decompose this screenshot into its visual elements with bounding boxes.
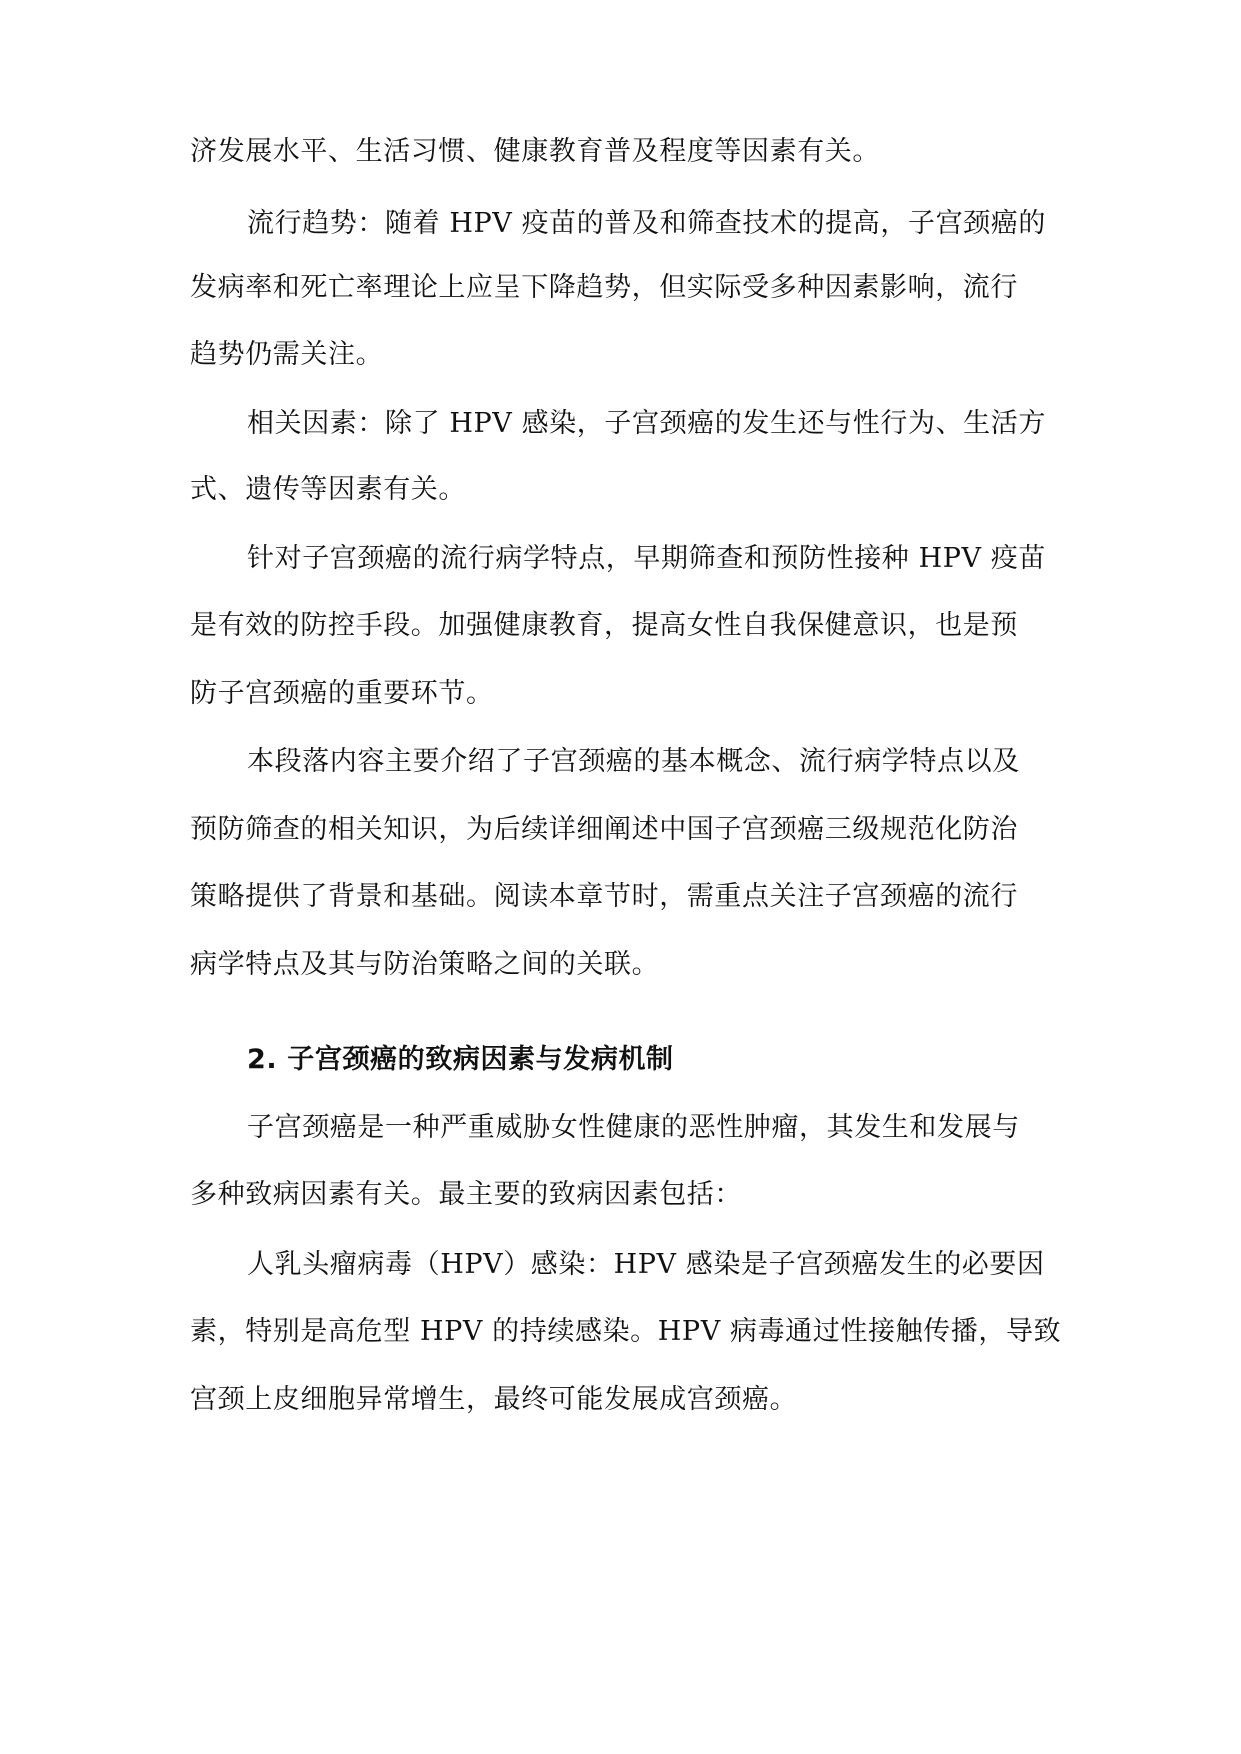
paragraph-line: 济发展水平、生活习惯、健康教育普及程度等因素有关。 bbox=[190, 136, 880, 167]
paragraph-line: 防子宫颈癌的重要环节。 bbox=[190, 678, 494, 709]
paragraph-line: 趋势仍需关注。 bbox=[190, 339, 384, 370]
paragraph-line: 是有效的防控手段。加强健康教育，提高女性自我保健意识，也是预 bbox=[190, 610, 1018, 641]
paragraph-line: 素，特别是高危型 HPV 的持续感染。HPV 病毒通过性接触传播，导致 bbox=[190, 1316, 1062, 1347]
paragraph-line: 子宫颈癌是一种严重威胁女性健康的恶性肿瘤，其发生和发展与 bbox=[247, 1112, 1020, 1143]
paragraph-line: 发病率和死亡率理论上应呈下降趋势，但实际受多种因素影响，流行 bbox=[190, 272, 1018, 303]
paragraph-line: 人乳头瘤病毒（HPV）感染：HPV 感染是子宫颈癌发生的必要因 bbox=[247, 1249, 1045, 1280]
paragraph-line: 策略提供了背景和基础。阅读本章节时，需重点关注子宫颈癌的流行 bbox=[190, 881, 1018, 912]
paragraph-line: 病学特点及其与防治策略之间的关联。 bbox=[190, 949, 660, 980]
paragraph-line: 多种致病因素有关。最主要的致病因素包括： bbox=[190, 1179, 742, 1210]
section-heading: 2. 子宫颈癌的致病因素与发病机制 bbox=[247, 1044, 674, 1075]
paragraph-line: 流行趋势：随着 HPV 疫苗的普及和筛查技术的提高，子宫颈癌的 bbox=[247, 208, 1046, 239]
paragraph-line: 预防筛查的相关知识，为后续详细阐述中国子宫颈癌三级规范化防治 bbox=[190, 814, 1018, 845]
paragraph-line: 相关因素：除了 HPV 感染，子宫颈癌的发生还与性行为、生活方 bbox=[247, 408, 1046, 439]
paragraph-line: 宫颈上皮细胞异常增生，最终可能发展成宫颈癌。 bbox=[190, 1384, 798, 1415]
paragraph-line: 本段落内容主要介绍了子宫颈癌的基本概念、流行病学特点以及 bbox=[247, 746, 1020, 777]
paragraph-line: 式、遗传等因素有关。 bbox=[190, 474, 466, 505]
paragraph-line: 针对子宫颈癌的流行病学特点，早期筛查和预防性接种 HPV 疫苗 bbox=[247, 543, 1046, 574]
